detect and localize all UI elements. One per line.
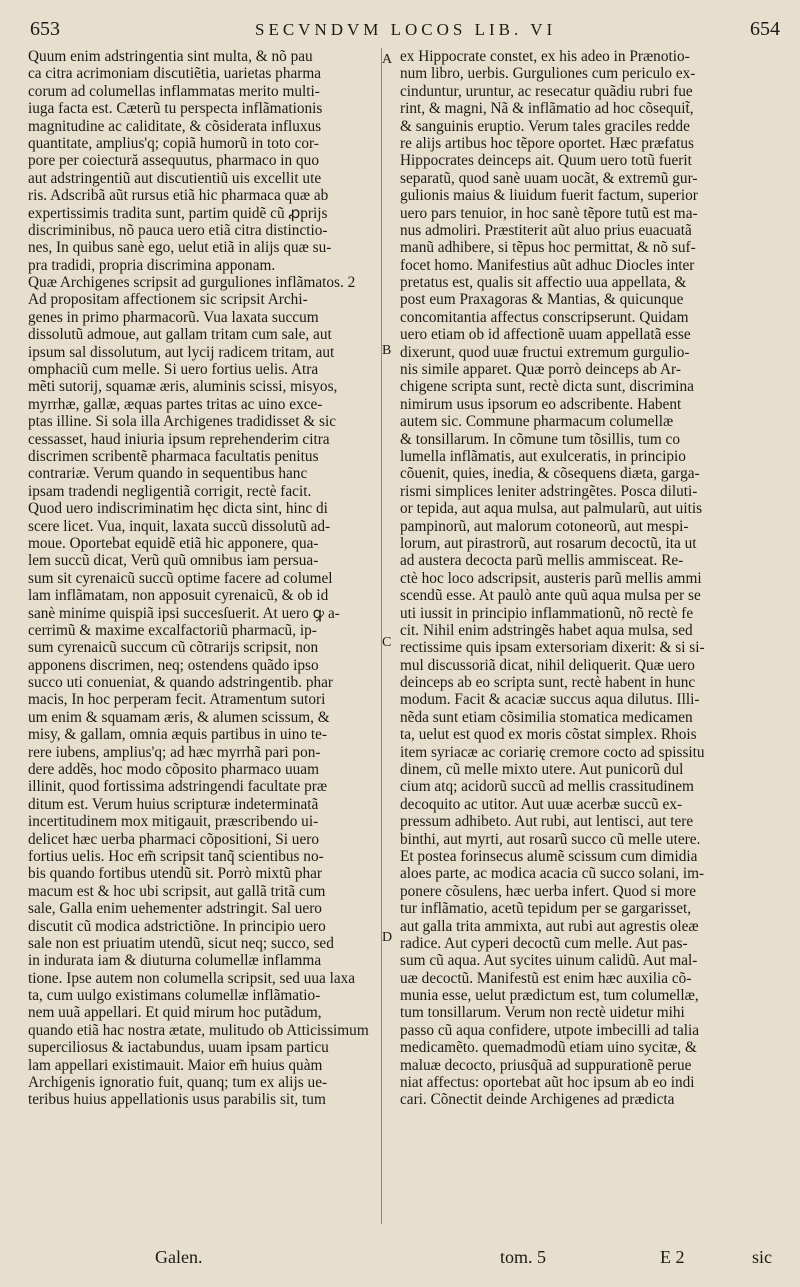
text-line: lam appellari existimauit. Maior em̃ huius quàm (28, 1056, 323, 1074)
text-line: nem uuã appellari. Et quid mirum hoc putãdum, (28, 1004, 322, 1022)
text-line: contrariæ. Verum quando in sequentibus hanc (28, 465, 308, 483)
text-line: & sanguinis eruptio. Verum tales graciles redde (400, 117, 690, 135)
text-line: bis quando fortibus utendũ sit. Porrò mixtũ phar (28, 865, 323, 883)
text-line: ditum est. Verum huius scripturæ indeterminatã (28, 795, 319, 813)
text-line: illinit, quod fortissima adstringendi facultate præ (28, 778, 328, 796)
margin-marker-c: C (382, 635, 392, 650)
text-line: manũ adhibere, si tẽpus hoc permittat, & nõ suf- (400, 239, 696, 257)
text-line: macis, In hoc perperam fecit. Atramentum sutori (28, 691, 326, 709)
text-line: magnitudine ac caliditate, & cõsiderata influxus (28, 117, 322, 135)
text-line: sale, Galla enim uehementer adstringit. Sal uero (28, 900, 322, 918)
text-line: maluæ decocto, priusq̃uã ad suppurationẽ perue (400, 1056, 692, 1074)
page-header (0, 18, 800, 44)
text-line: Quæ Archigenes scripsit ad gurguliones inflãmatos. 2 (28, 274, 356, 292)
right-column (400, 48, 778, 1109)
text-line: Ad propositam affectionem sic scripsit Archi- (28, 291, 308, 309)
text-line: pampinorũ, aut malorum cotoneorũ, aut mespi- (400, 517, 689, 535)
text-line: apponens discrimen, neq; ostendens quãdo ipso (28, 656, 319, 674)
footer-author: Galen. (155, 1247, 203, 1267)
text-line: um enim & squamam æris, & alumen scissum, & (28, 708, 330, 726)
text-line: Quum enim adstringentia sint multa, & nõ pau (28, 48, 313, 65)
text-line: rectissime quis ipsam extersoriam dixerit: & si si- (400, 639, 705, 657)
text-line: dissolutũ admoue, aut gallam tritam cum sale, aut (28, 326, 332, 344)
text-line: nẽda sunt etiam cõsimilia stomatica medicamen (400, 708, 693, 726)
text-line: pretatus est, qualis sit affectio uua appellata, & (400, 274, 687, 292)
text-line: ca citra acrimoniam discutiẽtia, uarietas pharma (28, 65, 322, 83)
page-footer (0, 1247, 800, 1277)
text-line: dixerunt, quod uuæ fructui extremum gurgulio- (400, 343, 690, 361)
page-number-left: 653 (30, 18, 60, 40)
text-line: teribus huius appellationis usus parabilis sit, tum (28, 1091, 326, 1109)
text-line: ris. Adscribã aũt rursus etiã hic pharmaca quæ ab (28, 187, 329, 205)
text-line: expertissimis tradita sunt, partim quidẽ cũ ꝓprijs (28, 204, 328, 222)
text-line: misy, & gallam, omnia æquis partibus in uino te- (28, 726, 327, 744)
text-line: lorum, aut pirastrorũ, aut rosarum decoctũ, ita ut (400, 534, 697, 552)
text-line: & tonsillarum. In cõmune tum tõsillis, tum co (400, 430, 680, 448)
text-line: corum ad columellas inflammatas merito multi- (28, 82, 320, 100)
text-line: tione. Ipse autem non columella scripsit, sed uua laxa (28, 969, 356, 987)
text-line: macum est & hoc ubi scripsit, aut gallã tritã cum (28, 882, 326, 900)
text-line: sale non est priuatim utendũ, sicut neq; succo, sed (28, 934, 334, 952)
text-line: autem sic. Commune pharmacum columellæ (400, 413, 674, 431)
text-line: fortius uelis. Hoc em̃ scripsit tanq̃ scientibus no- (28, 847, 324, 865)
text-line: rere iubens, amplius'q; ad hæc myrrhã pari pon- (28, 743, 321, 761)
text-line: or tepida, aut aqua mulsa, aut palmularũ, aut uitis (400, 500, 703, 518)
text-line: genes in primo pharmacorũ. Vua laxata succum (28, 308, 319, 326)
text-line: aut galla trita ammixta, aut rubi aut agrestis oleæ (400, 917, 699, 935)
text-line: in indurata iam & diuturna columellæ inflamma (28, 952, 322, 970)
text-line: uæ decoctũ. Manifestũ est enim hæc auxilia cõ- (400, 969, 692, 987)
text-line: num libro, uerbis. Gurguliones cum periculo ex- (400, 65, 696, 83)
text-line: dinem, cũ melle mixto utere. Aut punicorũ dul (400, 761, 684, 779)
text-line: Archigenis ignoratio fuit, quanq; tum ex alijs ue- (28, 1074, 328, 1092)
text-line: ad austera decocta parũ mellis ammisceat. Re- (400, 552, 684, 570)
text-line: sum cũ aqua. Aut sycites uinum calidũ. Aut mal- (400, 952, 698, 970)
text-line: dere addẽs, hoc modo cõposito pharmaco uuam (28, 761, 319, 779)
text-line: pra tradidi, propria discrimina apponam. (28, 256, 276, 274)
text-line: uero etiam ob id affectionẽ uuam appellatã esse (400, 326, 691, 344)
text-line: re alijs artibus hoc tẽpore oportet. Hæc præfatus (400, 134, 694, 152)
text-line: Hippocrates deinceps ait. Quum uero totũ fuerit (400, 152, 692, 170)
text-line: cit. Nihil enim adstringẽs habet aqua mulsa, sed (400, 621, 693, 639)
text-line: ta, uelut est quod ex moris cõstat simplex. Rhois (400, 726, 697, 744)
text-line: nes, In quibus sanè ego, uelut etiã in alijs quæ su- (28, 239, 332, 257)
text-line: ipsam tradendi negligentiã corrigit, rectè facit. (28, 482, 312, 500)
text-line: pressum adhibeto. Aut rubi, aut lentisci, aut tere (400, 813, 694, 831)
text-line: succo uti conueniat, & quando adstringentib. phar (28, 674, 334, 692)
text-line: ex Hippocrate constet, ex his adeo in Prænotio- (400, 48, 690, 65)
text-line: cium atq; acidorũ succũ ad mellis crassitudinem (400, 778, 694, 796)
text-line: ipsum sal dissolutum, aut lycij radicem tritam, aut (28, 343, 335, 361)
text-line: rismi simplices leniter adstringẽtes. Posca diluti- (400, 482, 698, 500)
text-line: nis simile apparet. Quæ porrò deinceps ab Ar- (400, 361, 681, 379)
text-line: sum sit cyrenaicũ succũ optime facere ad columel (28, 569, 333, 587)
text-line: ponere cõsulens, hæc uerba infert. Quod si more (400, 882, 697, 900)
footer-volume: tom. 5 (500, 1247, 547, 1267)
text-line: deinceps ab eo scripta sunt, rectè habent in hunc (400, 674, 696, 692)
text-line: sum cyrenaicũ succum cũ cõtrarijs scripsit, non (28, 639, 319, 657)
text-line: cerrimũ & maxime excalfactoriũ pharmacũ, ip- (28, 621, 317, 639)
text-line: uero pars tenuior, in hoc sanè tẽpore tutũ est ma- (400, 204, 698, 222)
text-line: lam inflãmatam, non apposuit cyrenaicũ, & ob id (28, 587, 329, 605)
text-line: ptas illine. Si sola illa Archigenes tradidisset & sic (28, 413, 337, 431)
text-line: concomitantia affectus conscripserunt. Quidam (400, 308, 689, 326)
text-line: modum. Facit & acaciæ succus aqua dilutus. Illi- (400, 691, 700, 709)
text-line: scendũ esse. At paulò ante quũ aqua mulsa per se (400, 587, 701, 605)
text-line: sanè minime quispiã ipsi succesſuerit. At uero ꝙ a- (28, 604, 340, 622)
text-line: aut adstringentiũ aut discutientiũ uis excellit ute (28, 169, 322, 187)
text-line: scere licet. Vua, inquit, laxata succũ dissolutũ ad- (28, 517, 331, 535)
text-line: aloes parte, ac modica acacia cũ succo solani, im- (400, 865, 705, 883)
text-line: Quod uero indiscriminatim hęc dicta sint, hinc di (28, 500, 328, 518)
text-line: omphaciũ cum melle. Si uero fortius uelis. Atra (28, 361, 319, 379)
text-line: uti iussit in principio inflammationũ, nõ rectè fe (400, 604, 694, 622)
text-line: niat affectus: oportebat aũt hoc ipsum ab eo indi (400, 1074, 695, 1092)
text-line: nus admoliri. Præstiterit aũt aluo prius euacuatã (400, 221, 692, 239)
left-column (28, 48, 372, 1109)
text-line: cari. Cõnectit deinde Archigenes ad prædicta (400, 1091, 675, 1109)
text-line: rint, & magni, Nã & inflãmatio ad hoc cõsequit̃, (400, 100, 694, 118)
text-line: item syriacæ ac coriarię cremore cocto ad spissitu (400, 743, 705, 761)
margin-marker-a: A (382, 52, 393, 67)
running-title: SECVNDVM LOCOS LIB. VI (255, 20, 557, 39)
page-number-right: 654 (750, 18, 780, 40)
text-line: decoquito ac utitor. Aut uuæ acerbæ succũ ex- (400, 795, 683, 813)
text-line: cõuenit, quies, inedia, & cõsequens diæta, garga- (400, 465, 700, 483)
text-line: mul discussoriã dicat, nihil deliquerit. Quæ uero (400, 656, 695, 674)
text-line: delicet hæc uerba pharmaci cõpositioni, Si uero (28, 830, 319, 848)
text-line: lem succũ dicat, Verũ quũ omnibus iam persua- (28, 552, 319, 570)
text-line: cinduntur, uruntur, ac resecatur quãdiu rubri fue (400, 82, 693, 100)
text-line: munia esse, uelut prædictum est, tum columellæ, (400, 987, 699, 1005)
text-line: medicamẽto. quemadmodũ etiam uino sycitæ, & (400, 1039, 697, 1057)
text-line: discriminibus, nõ pauca uero etiã citra distinctio- (28, 221, 328, 239)
text-line: ta, cum uulgo existimans columellæ inflãmatio- (28, 987, 321, 1005)
text-line: superciliosus & iactabundus, uuam ipsam particu (28, 1039, 329, 1057)
text-line: myrrhæ, gallæ, æquas partes tritas ac uino exce- (28, 395, 323, 413)
text-line: nimirum usus ipsorum eo adscribente. Habent (400, 395, 682, 413)
text-line: pore per coiectură assequutus, pharmaco in quo (28, 152, 319, 170)
text-line: radice. Aut cyperi decoctũ cum melle. Aut pas- (400, 934, 688, 952)
text-line: Et postea forinsecus alumẽ scissum cum dimidia (400, 847, 698, 865)
text-line: lumella inflãmatis, aut exulceratis, in principio (400, 447, 686, 465)
text-line: post eum Praxagoras & Mantias, & quicunque (400, 291, 684, 309)
text-line: quantitate, amplius'q; copiã humorũ in toto cor- (28, 134, 319, 152)
text-line: discrimen scribentẽ pharmaca facultatis penitus (28, 447, 319, 465)
text-line: binthi, aut myrti, aut rosarũ succo cũ melle utere. (400, 830, 701, 848)
text-line: mẽti sutorij, squamæ æris, aluminis scissi, misyos, (28, 378, 338, 396)
text-line: incertitudinem mox mitigauit, præscribendo ui- (28, 813, 319, 831)
text-line: separatũ, quod sanè uuam uocãt, & extremũ gur- (400, 169, 698, 187)
margin-marker-d: D (382, 930, 393, 945)
text-line: tum tonsillarum. Verum non rectè uidetur mihi (400, 1004, 685, 1022)
text-line: discutit cũ modica adstrictiõne. In principio uero (28, 917, 326, 935)
text-line: cessasset, haud iniuria ipsum reprehenderim citra (28, 430, 330, 448)
text-line: focet homo. Manifestius aũt adhuc Diocles inter (400, 256, 695, 274)
footer-catchword: sic (752, 1247, 772, 1267)
text-line: iuga facta est. Cæterũ tu perspecta inflãmationis (28, 100, 323, 118)
text-line: gulionis maius & liuidum fuerit factum, superior (400, 187, 698, 205)
text-line: quando etiã hac nostra ætate, mulitudo ob Atticissimum (28, 1021, 369, 1039)
text-line: passo cũ aqua confidere, utpote imbecilli ad talia (400, 1021, 700, 1039)
text-line: tur inflãmatio, acetũ tepidum per se gargarisset, (400, 900, 692, 918)
margin-marker-b: B (382, 343, 392, 358)
footer-signature: E 2 (660, 1247, 685, 1267)
text-line: ctè hoc loco adscripsit, austeris parũ mellis ammi (400, 569, 702, 587)
text-line: chigene scripta sunt, rectè dicta sunt, discrimina (400, 378, 694, 396)
text-line: moue. Oportebat equidẽ etiã hic apponere, qua- (28, 534, 319, 552)
